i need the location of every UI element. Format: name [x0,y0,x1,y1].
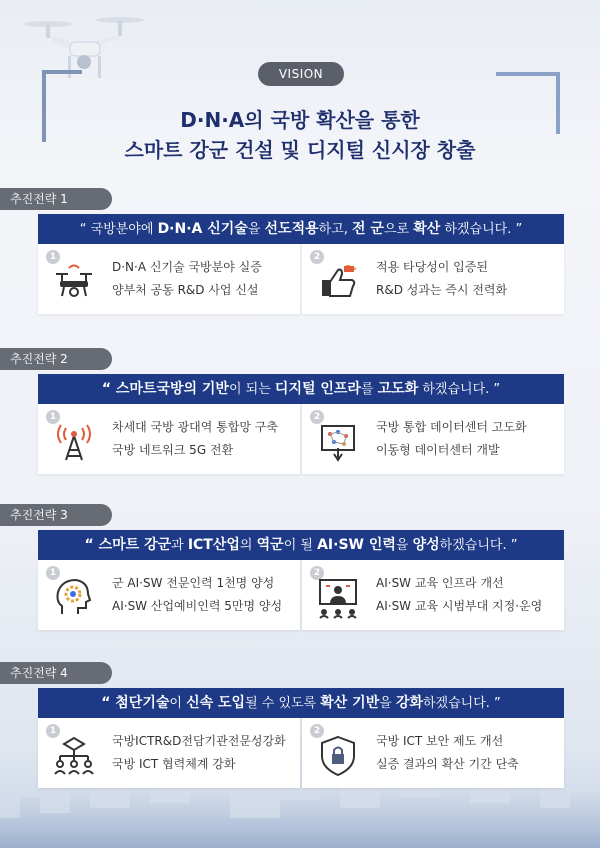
card-line: 국방 네트워크 5G 전환 [112,443,234,457]
card-line: 군 AI·SW 전문인력 1천명 양성 [112,576,275,590]
card-line: D·N·A 신기술 국방분야 실증 [112,260,262,274]
instructor-screen-icon [316,576,360,620]
banner-text: 하겠습니다. ” [423,696,501,711]
datacenter-touch-icon [316,420,360,464]
card-line: 적용 타당성이 입증된 [376,260,488,274]
page-title-line2: 스마트 강군 건설 및 디지털 신시장 창출 [124,138,476,162]
banner-text: 의 [239,538,257,553]
strategy-tag: 추진전략 4 [0,662,112,684]
banner-text: 될 수 있도록 [245,696,321,711]
card-text [376,730,519,776]
banner-highlight: D·N·A 신기술 [157,221,248,237]
strategy-tag: 추진전략 2 [0,348,112,370]
banner-text: 을 [379,696,396,711]
card-line: 국방 통합 데이터센터 고도화 [376,420,527,434]
card-number: 2 [310,250,324,264]
strategy-tag: 추진전략 1 [0,188,112,210]
page-title-line1: D·N·A의 국방 확산을 통한 [180,108,420,132]
card-text [112,256,262,302]
banner-highlight: 고도화 [377,381,419,397]
strategy-banner [38,530,564,560]
strategy-card [38,404,300,474]
banner-highlight: 전 군 [352,221,384,237]
card-line: 이동형 데이터센터 개발 [376,443,500,457]
banner-highlight: “ 스마트 강군 [84,537,172,553]
ai-head-gear-icon [52,576,96,620]
strategy-banner [38,214,564,244]
banner-highlight: ICT산업 [187,537,240,553]
strategy-card [302,560,564,630]
banner-highlight: 양성 [412,537,440,553]
card-number: 2 [310,566,324,580]
banner-highlight: AI·SW 인력 [317,537,396,553]
banner-text: 을 [247,222,265,237]
vision-badge: VISION [258,62,344,86]
card-text [112,572,282,618]
banner-highlight: 디지털 인프라 [274,381,361,397]
security-shield-icon [316,734,360,778]
banner-text: “ 국방분야에 [79,222,158,237]
banner-highlight: 확산 기반 [320,695,380,711]
card-number: 1 [46,410,60,424]
card-line: AI·SW 산업예비인력 5만명 양성 [112,599,283,613]
banner-text: 하겠습니다. ” [418,382,501,397]
banner-text: 이 [169,696,187,711]
card-number: 2 [310,410,324,424]
drone-icon [52,260,96,304]
card-line: 국방 ICT 협력체계 강화 [112,757,236,771]
card-text [376,572,542,618]
banner-highlight: 강화 [395,695,423,711]
banner-text: 하겠습니다. ” [440,222,523,237]
banner-text: 을 [395,538,413,553]
organization-icon [52,734,96,778]
banner-highlight: “ 스마트국방의 기반 [101,381,229,397]
card-line: AI·SW 교육 시범부대 지정·운영 [376,599,543,613]
card-line: 차세대 국방 광대역 통합망 구축 [112,420,278,434]
card-line: 국방 ICT 보안 제도 개선 [376,734,504,748]
banner-text: 를 [360,382,378,397]
banner-highlight: 확산 [413,221,441,237]
strategy-card [38,560,300,630]
antenna-tower-icon [52,420,96,464]
card-line: R&D 성과는 즉시 전력화 [376,283,508,297]
banner-highlight: 신속 도입 [186,695,246,711]
banner-highlight: 역군 [256,537,284,553]
thumbs-up-icon [316,260,360,304]
drone-illustration [18,6,148,86]
card-text [376,416,527,462]
strategy-banner [38,374,564,404]
card-text [112,416,278,462]
strategy-card [302,244,564,314]
card-number: 1 [46,724,60,738]
strategy-card [302,404,564,474]
card-line: AI·SW 교육 인프라 개선 [376,576,504,590]
strategy-card [302,718,564,788]
banner-text: 이 되는 [228,382,275,397]
card-number: 1 [46,566,60,580]
banner-text: 하겠습니다. ” [439,538,518,553]
banner-text: 과 [171,538,188,553]
card-number: 2 [310,724,324,738]
banner-text: 하고, [318,222,353,237]
card-line: 국방ICTR&D전담기관전문성강화 [112,734,286,748]
banner-highlight: 선도적용 [264,221,319,237]
strategy-tag: 추진전략 3 [0,504,112,526]
strategy-card [38,244,300,314]
card-line: 양부처 공동 R&D 사업 신설 [112,283,259,297]
banner-highlight: “ 첨단기술 [101,695,170,711]
banner-text: 으로 [383,222,414,237]
card-text [376,256,507,302]
card-line: 실증 결과의 확산 기간 단축 [376,757,519,771]
card-text [112,730,286,776]
strategy-banner [38,688,564,718]
card-number: 1 [46,250,60,264]
strategy-card [38,718,300,788]
banner-text: 이 될 [283,538,318,553]
